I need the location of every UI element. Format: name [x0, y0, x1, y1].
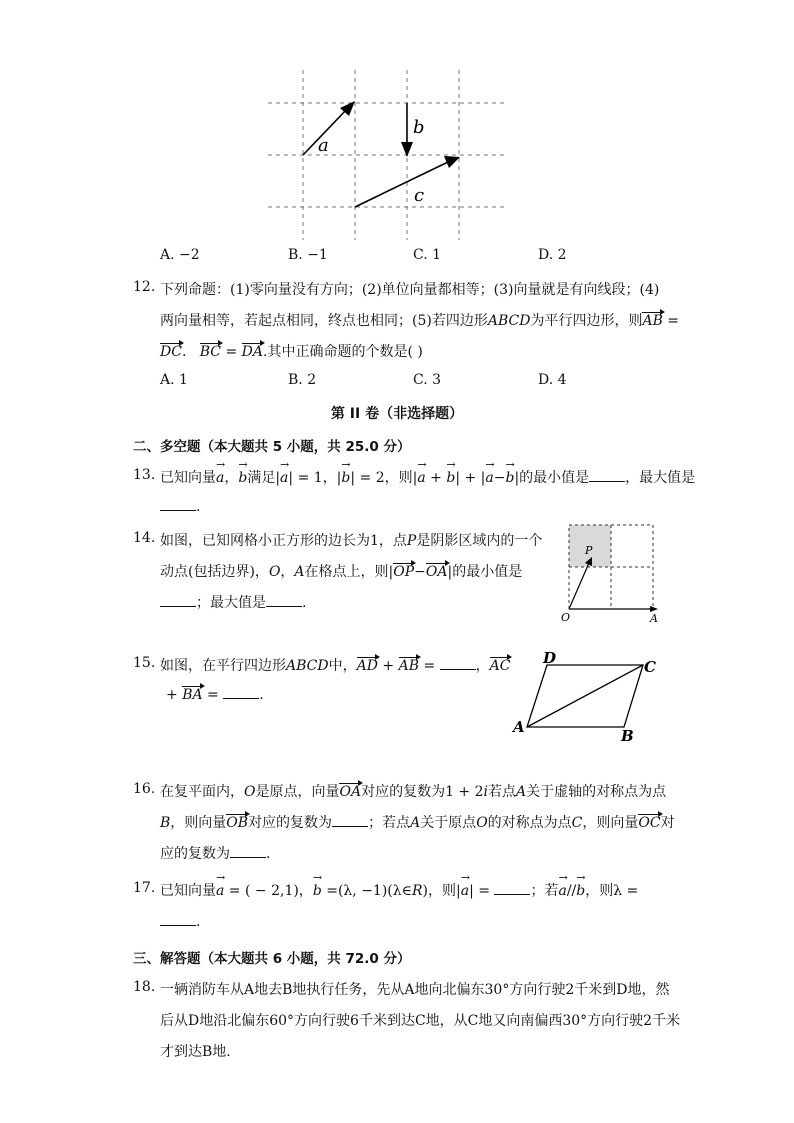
q12-number: 12. — [133, 279, 156, 295]
q13-line1: 已知向量→ a，→ b满足|→ a| = 1，|→ b| = 2，则|→ a + → b| + |→ a−→ b|的最小值是 ，最大值是 — [160, 467, 695, 487]
q17-line1: 已知向量→ a = ( − 2,1)，→ b =(λ, −1)(λ∈R)，则|→ a| = ；若→ a//→ b，则λ = — [160, 880, 638, 900]
q12-option-d: D. 4 — [538, 372, 567, 388]
vector-bc: BC — [199, 344, 222, 360]
q16-line2: B，则向量OB对应的复数为 ；若点A关于原点O的对称点为点C，则向量OC对 — [160, 815, 675, 831]
q15-label-d: D — [543, 649, 557, 667]
q16-line3: 应的复数为 . — [160, 846, 271, 862]
q14-line2: 动点(包括边界)，O，A在格点上，则|OP−OA|的最小值是 — [160, 564, 523, 580]
q12-line3: DC. BC = DA.其中正确命题的个数是( ) — [160, 344, 423, 360]
q14-grid-figure — [558, 520, 668, 625]
q14-line3: ；最大值是 . — [160, 592, 306, 612]
q12-line2: 两向量相等，若起点相同，终点也相同；(5)若四边形ABCD为平行四边形，则AB = — [160, 313, 680, 329]
q13-blank-2 — [160, 498, 196, 511]
q15-label-c: C — [644, 658, 656, 676]
section3-heading: 三、解答题（本大题共 6 小题，共 72.0 分） — [133, 951, 411, 967]
q14-blank-1 — [160, 594, 196, 607]
label-a: a — [318, 135, 329, 156]
q16-line1: 在复平面内，O是原点，向量OA对应的复数为1 + 2i若点A关于虚轴的对称点为点 — [160, 784, 667, 800]
q14-label-a: A — [650, 612, 658, 625]
q14-label-p: P — [585, 544, 593, 557]
q12-option-c: C. 3 — [413, 372, 442, 388]
label-c: c — [414, 185, 425, 206]
q11-option-b: B. −1 — [288, 247, 328, 263]
q18-line1: 一辆消防车从A地去B地执行任务，先从A地向北偏东30°方向行驶2千米到D地，然 — [160, 982, 670, 998]
q12-option-a: A. 1 — [160, 372, 188, 388]
q17-blank-2 — [160, 913, 196, 926]
q17-blank-1 — [494, 882, 530, 895]
q11-option-a: A. −2 — [160, 247, 200, 263]
q18-number: 18. — [133, 979, 156, 995]
q18-line2: 后从D地沿北偏东60°方向行驶6千米到达C地，从C地又向南偏西30°方向行驶2千米 — [160, 1013, 681, 1029]
vector-dc: DC — [160, 344, 182, 360]
q13-line2: . — [160, 498, 200, 515]
q17-line2: . — [160, 913, 200, 930]
q15-label-a: A — [513, 718, 525, 736]
q16-number: 16. — [133, 781, 156, 797]
q15-parallelogram-figure — [510, 648, 660, 743]
q15-blank-2 — [223, 686, 259, 699]
q15-number: 15. — [133, 655, 156, 671]
q15-blank-1 — [440, 657, 476, 670]
q14-line1: 如图，已知网格小正方形的边长为1，点P是阴影区域内的一个 — [160, 533, 543, 549]
q12-option-b: B. 2 — [288, 372, 317, 388]
q14-label-o: O — [561, 611, 571, 624]
q16-blank-2 — [230, 845, 266, 858]
q14-blank-2 — [266, 594, 302, 607]
section2-heading: 二、多空题（本大题共 5 小题，共 25.0 分） — [133, 439, 411, 455]
q15-label-b: B — [621, 727, 634, 743]
vector-ab: AB — [642, 313, 663, 329]
q11-option-c: C. 1 — [413, 247, 442, 263]
q15-line2: + BA = . — [166, 687, 264, 703]
vector-grid-figure — [268, 70, 508, 240]
q12-line1: 下列命题：(1)零向量没有方向；(2)单位向量都相等；(3)向量就是有向线段；(4) — [160, 282, 660, 298]
vector-da: DA — [241, 344, 263, 360]
q15-line1: 如图，在平行四边形ABCD中，AD + AB = ，AC — [160, 658, 511, 674]
q14-number: 14. — [133, 530, 156, 546]
q13-blank-1 — [589, 469, 625, 482]
q11-option-d: D. 2 — [538, 247, 567, 263]
q18-line3: 才到达B地. — [160, 1044, 231, 1060]
q16-blank-1 — [332, 814, 368, 827]
q17-number: 17. — [133, 880, 156, 896]
label-b: b — [413, 117, 425, 138]
q13-number: 13. — [133, 467, 156, 483]
part2-title: 第 II 卷（非选择题） — [330, 406, 464, 422]
